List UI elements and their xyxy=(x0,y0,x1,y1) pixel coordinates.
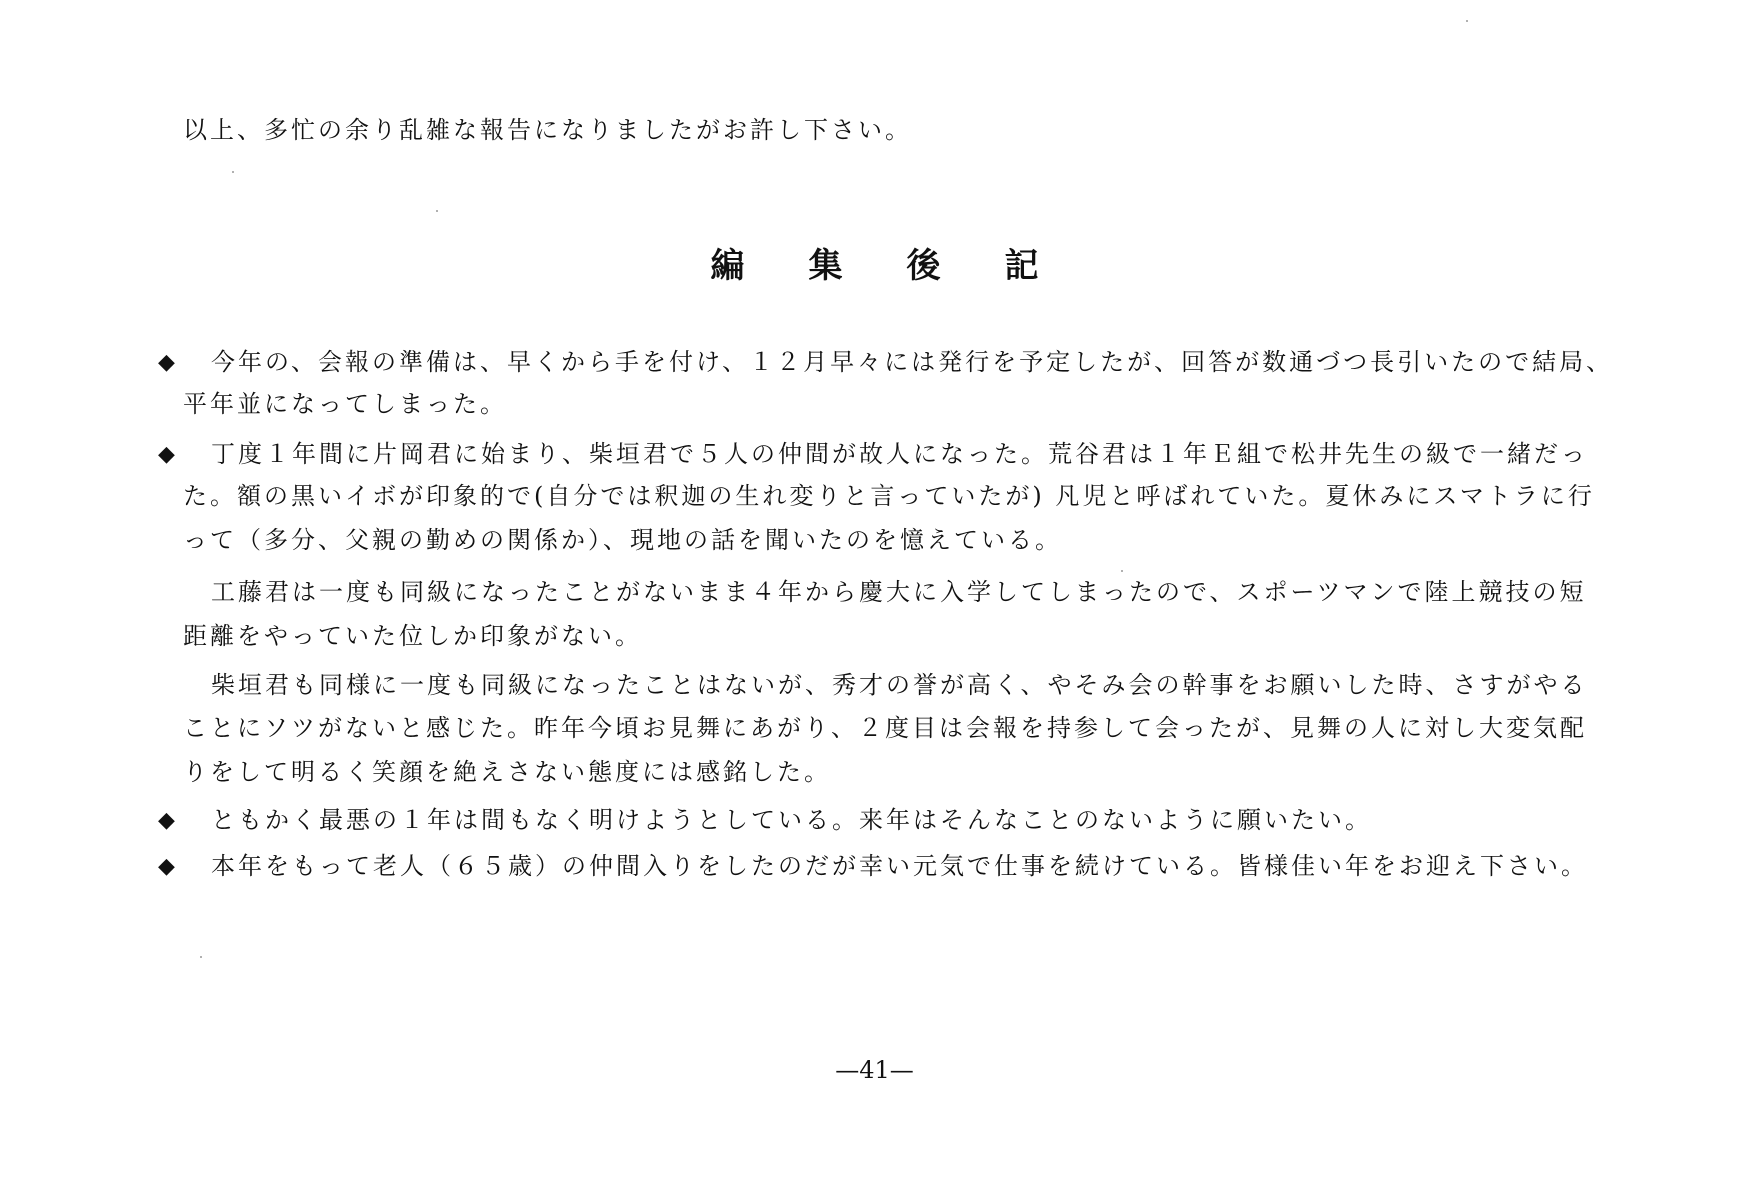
text-line-5: って（多分、父親の勤めの関係か）、現地の話を聞いたのを憶えている。 xyxy=(183,526,1062,554)
text-line-7: 距離をやっていた位しか印象がない。 xyxy=(183,622,642,650)
text-line-3: 丁度１年間に片岡君に始まり、柴垣君で５人の仲間が故人になった。荒谷君は１年Ｅ組で松井先生の級で一緒だっ xyxy=(211,440,1588,468)
bullet-1: ◆ xyxy=(158,350,175,375)
closing-line: 以上、多忙の余り乱雑な報告になりましたがお許し下さい。 xyxy=(183,116,912,144)
bullet-3: ◆ xyxy=(158,808,175,833)
text-line-2: 平年並になってしまった。 xyxy=(183,390,507,418)
scan-speck xyxy=(1121,570,1123,572)
postscript-title: 編集後記 xyxy=(710,246,1103,286)
text-line-1: 今年の、会報の準備は、早くから手を付け、１２月早々には発行を予定したが、回答が数通づつ長引いたので結局、 xyxy=(211,348,1614,376)
text-line-8: 柴垣君も同様に一度も同級になったことはないが、秀才の誉が高く、やそみ会の幹事をお願いした時、さすがやる xyxy=(211,671,1588,699)
scan-speck xyxy=(436,210,438,212)
text-line-9: ことにソツがないと感じた。昨年今頃お見舞にあがり、２度目は会報を持参して会ったが、見舞の人に対し大変気配 xyxy=(183,714,1587,742)
text-line-12: 本年をもって老人（６５歳）の仲間入りをしたのだが幸い元気で仕事を続けている。皆様佳い年をお迎え下さい。 xyxy=(211,852,1588,880)
scan-speck xyxy=(1466,20,1468,22)
bullet-2: ◆ xyxy=(158,442,175,467)
scan-speck xyxy=(200,956,202,958)
scan-speck xyxy=(232,171,234,173)
bullet-4: ◆ xyxy=(158,854,175,879)
text-line-10: りをして明るく笑顔を絶えさない態度には感銘した。 xyxy=(183,758,831,786)
text-line-11: ともかく最悪の１年は間もなく明けようとしている。来年はそんなことのないように願いたい。 xyxy=(211,806,1372,834)
text-line-4: た。額の黒いイボが印象的で(自分では釈迦の生れ変りと言っていたが) 凡児と呼ばれていた。夏休みにスマトラに行 xyxy=(183,482,1595,510)
text-line-6: 工藤君は一度も同級になったことがないまま４年から慶大に入学してしまったので、スポーツマンで陸上競技の短 xyxy=(211,578,1587,606)
page-number: —41— xyxy=(835,1056,914,1084)
